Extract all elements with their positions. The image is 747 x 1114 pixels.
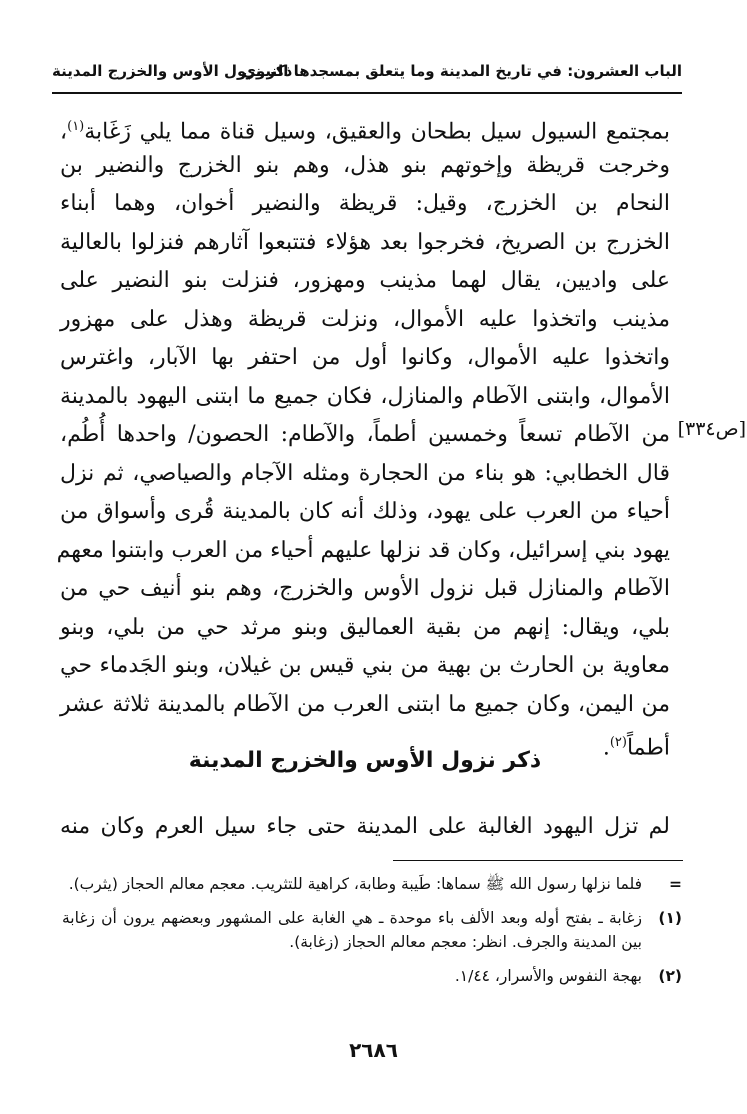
footnotes <box>62 872 682 998</box>
chapter-title: الباب العشرون: في تاريخ المدينة وما يتعلق بمسجدها النبوي <box>242 62 682 80</box>
text-line: أحياء من العرب على يهود، وذلك أنه كان بالمدينة قُرى وأسواق من <box>60 499 670 524</box>
footnote-ref-1[interactable]: (١) <box>67 119 85 134</box>
text-line: يهود بني إسرائيل، وكان قد نزلها عليهم أحياء من العرب وابتنوا معهم <box>56 537 670 563</box>
footnote-ref-2[interactable]: (٢) <box>609 735 627 750</box>
main-paragraph <box>56 108 670 763</box>
footnote-text: فلما نزلها رسول الله ﷺ سماها: طَيبة وطابة، كراهية للتثريب. معجم معالم الحجاز (يثرب). <box>68 875 642 893</box>
footnote-divider <box>393 860 683 861</box>
text-line: بمجتمع السيول سيل بطحان والعقيق، وسيل قناة مما يلي زَغَابة$^{(١)}$، <box>60 119 670 145</box>
text-line: الآطام والمنازل قبل نزول الأوس والخزرج، وهم بنو أنيف حي من <box>60 576 670 601</box>
header-divider <box>52 92 682 94</box>
text-line: من اليمن، وكان جميع ما ابتنى العرب من الآطام بالمدينة ثلاثة عشر <box>60 691 670 717</box>
text-line: واتخذوا عليه الأموال، وكانوا أول من احتفر بها الآبار، واغترس <box>60 345 670 370</box>
text-line: على واديين، يقال لهما مذينب ومهزور، فنزلت بنو النضير على <box>60 268 670 293</box>
footnote-marker: = <box>669 875 682 893</box>
footnote-text: بهجة النفوس والأسرار، ١/٤٤. <box>454 967 642 985</box>
footnote-marker: (٢) <box>658 967 682 985</box>
running-header <box>52 58 682 88</box>
footnote-1 <box>62 906 682 954</box>
margin-page-reference: [ص٣٣٤] <box>677 418 746 440</box>
text-line: الخزرج بن الصريخ، فخرجوا بعد هؤلاء فتتبعوا آثارهم فنزلوا بالعالية <box>60 229 670 255</box>
text-line: وخرجت قريظة وإخوتهم بنو هذل، وهم بنو الخزرج والنضير بن <box>60 152 670 178</box>
section-paragraph: لم تزل اليهود الغالبة على المدينة حتى جاء سيل العرم وكان منه <box>60 814 670 839</box>
text-line: أطماً$^{(٢)}$. <box>602 735 670 761</box>
section-running-title: ذكر نزول الأوس والخزرج المدينة <box>52 62 293 80</box>
page-number: ٢٦٨٦ <box>349 1038 398 1062</box>
text-line: بلي، ويقال: إنهم من بقية العماليق وبنو مرثد حي من بلي، وبنو <box>60 614 670 640</box>
text-line: قال الخطابي: هو بناء من الحجارة ومثله الآجام والصياصي، ثم نزل <box>60 460 670 486</box>
footnote-continuation <box>62 872 682 896</box>
footnote-2 <box>62 964 682 988</box>
footnote-text: زغابة ـ بفتح أوله وبعد الألف باء موحدة ـ هي الغابة على المشهور وبعضهم يرون أن زغابة بين المدينة والجرف. انظر: معجم معالم الحجاز (زغابة). <box>62 909 642 951</box>
text-line: من الآطام تسعاً وخمسين أطماً، والآطام: الحصون/ واحدها أُطُم، <box>60 422 670 447</box>
text-line: معاوية بن الحارث بن بهية من بني قيس بن غيلان، وبنو الجَدماء حي <box>60 653 670 678</box>
text-line: مذينب واتخذوا عليه الأموال، ونزلت قريظة وهذل على مهزور <box>60 306 670 332</box>
footnote-marker: (١) <box>658 909 682 927</box>
text-line: النحام بن الخزرج، وقيل: قريظة والنضير أخوان، وهما أبناء <box>60 191 670 216</box>
section-heading: ذكر نزول الأوس والخزرج المدينة <box>188 748 542 773</box>
text-line: الأموال، وابتنى الآطام والمنازل، فكان جميع ما ابتنى اليهود بالمدينة <box>60 383 670 409</box>
